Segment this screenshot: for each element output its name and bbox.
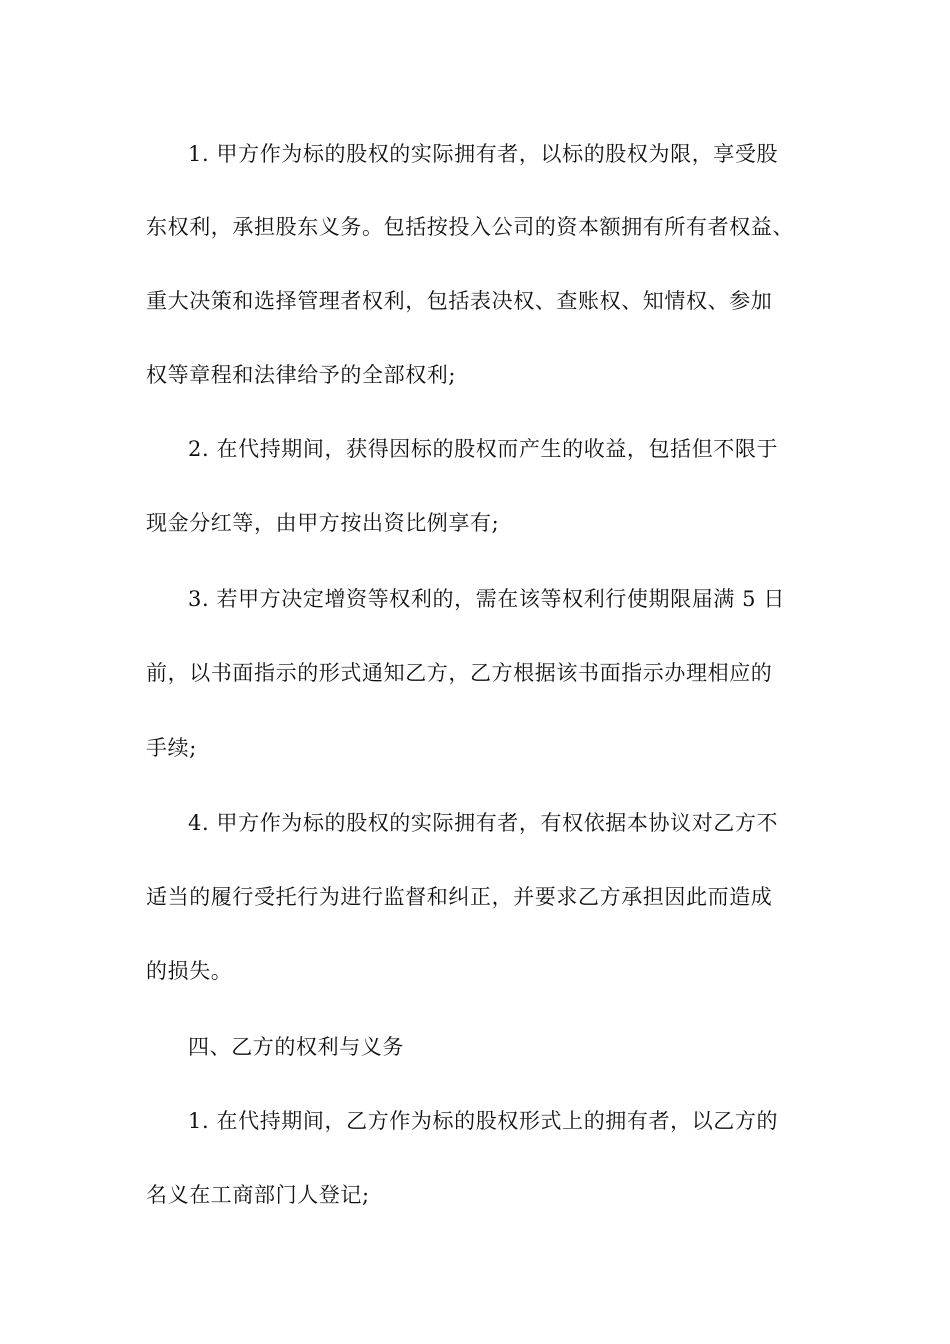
paragraph-5-line-2: 名义在工商部门人登记; [146,1183,370,1207]
paragraph-4-line-2: 适当的履行受托行为进行监督和纠正，并要求乙方承担因此而造成 [146,885,773,909]
paragraph-4-line-3: 的损失。 [146,959,233,983]
paragraph-1-line-1: 1. 甲方作为标的股权的实际拥有者，以标的股权为限，享受股 [188,142,779,166]
paragraph-2-line-2: 现金分红等，由甲方按出资比例享有; [146,511,500,535]
paragraph-1-line-3: 重大决策和选择管理者权利，包括表决权、查账权、知情权、参加 [146,289,773,313]
paragraph-4-line-1: 4. 甲方作为标的股权的实际拥有者，有权依据本协议对乙方不 [188,811,779,835]
paragraph-3-line-1: 3. 若甲方决定增资等权利的，需在该等权利行使期限届满 5 日 [188,587,786,611]
paragraph-1-line-4: 权等章程和法律给予的全部权利; [146,363,457,387]
paragraph-3-line-3: 手续; [146,736,197,760]
paragraph-3-line-2: 前，以书面指示的形式通知乙方，乙方根据该书面指示办理相应的 [146,661,773,685]
paragraph-5-line-1: 1. 在代持期间，乙方作为标的股权形式上的拥有者，以乙方的 [188,1109,779,1133]
paragraph-2-line-1: 2. 在代持期间，获得因标的股权而产生的收益，包括但不限于 [188,437,779,461]
paragraph-1-line-2: 东权利，承担股东义务。包括按投入公司的资本额拥有所有者权益、 [146,215,794,239]
section-heading: 四、乙方的权利与义务 [188,1035,404,1059]
